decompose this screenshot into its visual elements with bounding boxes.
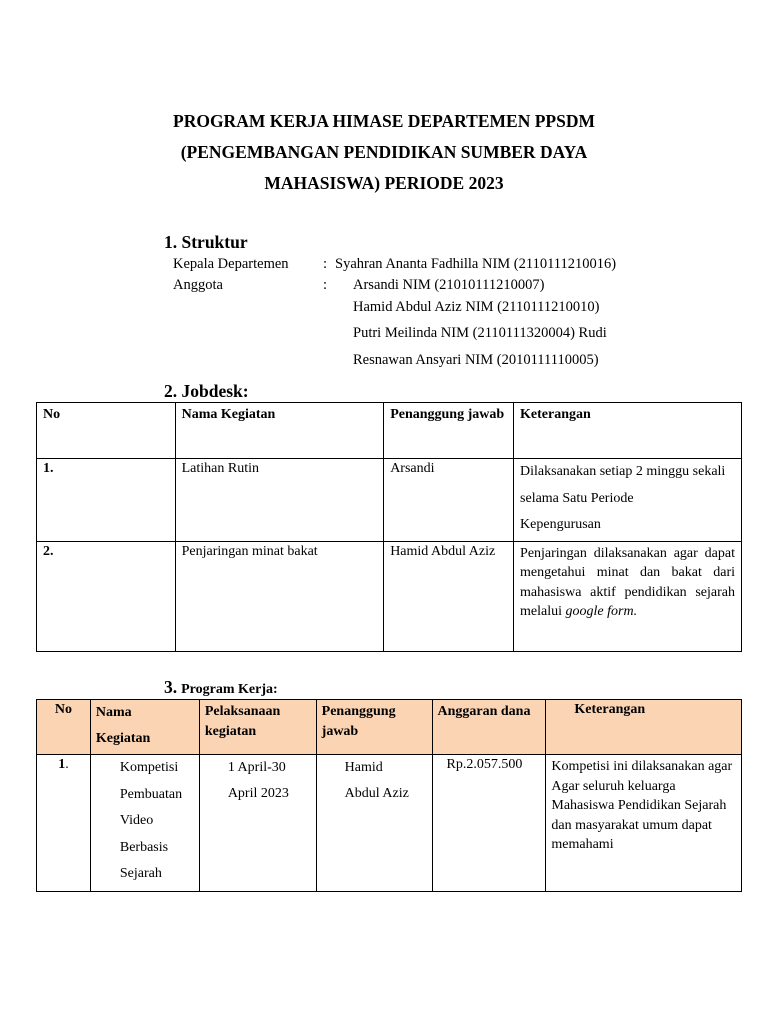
row-number: 1	[58, 757, 66, 772]
table-row	[37, 459, 742, 542]
keterangan-text: Penjaringan dilaksanakan agar dapat mengetahui minat dan bakat dari mahasiswa aktif pendidikan sejarah melalui	[520, 545, 735, 619]
nama-line: Video	[119, 813, 154, 828]
cell-anggaran: Rp.2.057.500	[432, 755, 546, 892]
cell-pj	[316, 755, 432, 892]
title-line-2: (PENGEMBANGAN PENDIDIKAN SUMBER DAYA	[180, 142, 588, 162]
section-struktur-heading: 1. Struktur	[164, 232, 248, 252]
header-line: Nama	[95, 705, 132, 720]
anggota-member: Arsandi NIM (21010111210007)	[353, 277, 545, 293]
cell-nama: Latihan Rutin	[175, 459, 384, 542]
cell-no: 1.	[37, 459, 176, 542]
cell-pj: Hamid Abdul Aziz	[384, 541, 514, 651]
section-jobdesk-heading: 2. Jobdesk:	[164, 381, 249, 401]
header-penanggung-jawab: Penanggung jawab	[384, 403, 514, 459]
header-keterangan: Keterangan	[514, 403, 742, 459]
title-line-3: MAHASISWA) PERIODE 2023	[264, 173, 504, 193]
jobdesk-table	[36, 402, 742, 652]
header-line: Kegiatan	[95, 731, 151, 746]
anggota-label: Anggota	[173, 277, 223, 293]
pj-line: Hamid	[344, 760, 383, 775]
pelaksanaan-line: April 2023	[227, 786, 289, 801]
kepala-label: Kepala Departemen	[173, 256, 289, 272]
header-nama-kegiatan	[90, 700, 199, 755]
keterangan-italic: google form.	[565, 604, 638, 619]
header-anggaran: Anggaran dana	[432, 700, 546, 755]
cell-keterangan: Kompetisi ini dilaksanakan agar Agar seluruh keluarga Mahasiswa Pendidikan Sejarah dan masyarakat umum dapat memahami	[546, 755, 742, 892]
table-row	[37, 541, 742, 651]
keterangan-line: selama Satu Periode	[520, 490, 634, 506]
anggota-member: Hamid Abdul Aziz NIM (2110111210010)	[353, 299, 600, 315]
cell-no	[37, 755, 91, 892]
section-program-heading	[164, 677, 278, 698]
nama-line: Pembuatan	[119, 786, 183, 802]
nama-line: Kompetisi	[119, 760, 179, 775]
pj-line: Abdul Aziz	[344, 786, 409, 801]
anggota-member: Resnawan Ansyari NIM (2010111110005)	[353, 352, 599, 368]
header-penanggung-jawab: Penanggung jawab	[316, 700, 432, 755]
nama-line: Sejarah	[119, 866, 162, 881]
cell-keterangan	[514, 459, 742, 542]
keterangan-line: Kepengurusan	[520, 517, 601, 532]
cell-nama: Penjaringan minat bakat	[175, 541, 384, 651]
anggota-colon: :	[323, 277, 328, 293]
header-keterangan: Keterangan	[546, 700, 742, 755]
cell-keterangan	[514, 541, 742, 651]
program-kerja-table	[36, 699, 742, 892]
row-number-dot: .	[65, 757, 69, 772]
header-pelaksanaan: Pelaksanaan kegiatan	[199, 700, 316, 755]
table-header-row	[37, 403, 742, 459]
cell-no: 2.	[37, 541, 176, 651]
program-heading-number: 3.	[164, 677, 178, 697]
cell-nama	[90, 755, 199, 892]
cell-pj: Arsandi	[384, 459, 514, 542]
kepala-colon: :	[323, 256, 328, 272]
program-heading-text: Program Kerja:	[181, 682, 278, 697]
kepala-value: Syahran Ananta Fadhilla NIM (2110111210016)	[335, 256, 617, 272]
header-no: No	[37, 403, 176, 459]
document-title	[0, 106, 768, 199]
table-header-row	[37, 700, 742, 755]
header-nama-kegiatan: Nama Kegiatan	[175, 403, 384, 459]
pelaksanaan-line: 1 April-30	[227, 760, 286, 775]
title-line-1: PROGRAM KERJA HIMASE DEPARTEMEN PPSDM	[173, 111, 595, 131]
keterangan-line: Dilaksanakan setiap 2 minggu sekali	[520, 464, 726, 479]
nama-line: Berbasis	[119, 839, 169, 855]
anggota-member: Putri Meilinda NIM (2110111320004) Rudi	[353, 325, 607, 341]
cell-pelaksanaan	[199, 755, 316, 892]
header-no: No	[37, 700, 91, 755]
table-row	[37, 755, 742, 892]
